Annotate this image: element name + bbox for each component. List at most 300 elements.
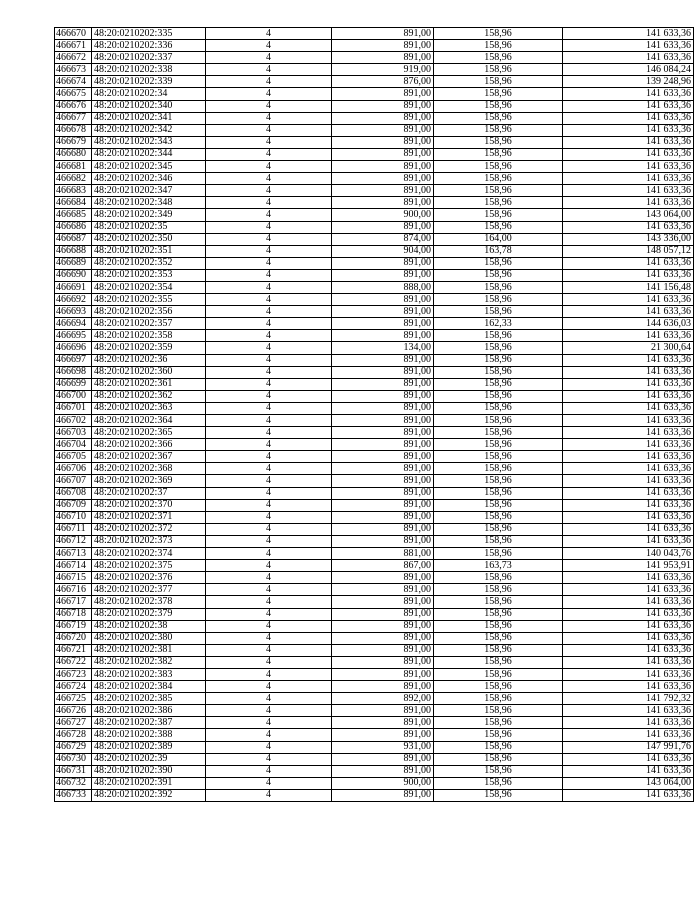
cell-rate: 158,96 (434, 693, 563, 705)
cell-area: 891,00 (332, 511, 434, 523)
cell-value: 141 633,36 (563, 124, 694, 136)
cell-category: 4 (206, 415, 332, 427)
cell-area: 891,00 (332, 439, 434, 451)
cell-row-number: 466672 (55, 52, 92, 64)
cell-area: 891,00 (332, 378, 434, 390)
cell-category: 4 (206, 64, 332, 76)
cell-rate: 163,78 (434, 245, 563, 257)
cell-area: 891,00 (332, 656, 434, 668)
cell-value: 141 633,36 (563, 644, 694, 656)
cell-area: 891,00 (332, 173, 434, 185)
cell-cadastral-number: 48:20:0210202:355 (92, 294, 206, 306)
cell-row-number: 466701 (55, 402, 92, 414)
cell-area: 888,00 (332, 281, 434, 293)
cell-category: 4 (206, 294, 332, 306)
cell-category: 4 (206, 572, 332, 584)
cell-area: 891,00 (332, 294, 434, 306)
cell-category: 4 (206, 342, 332, 354)
table-row (55, 185, 694, 197)
cell-rate: 162,33 (434, 318, 563, 330)
cell-area: 919,00 (332, 64, 434, 76)
cell-value: 143 064,00 (563, 777, 694, 789)
cell-row-number: 466724 (55, 681, 92, 693)
cell-cadastral-number: 48:20:0210202:348 (92, 197, 206, 209)
cell-category: 4 (206, 281, 332, 293)
table-row (55, 753, 694, 765)
cell-cadastral-number: 48:20:0210202:340 (92, 100, 206, 112)
cell-row-number: 466703 (55, 427, 92, 439)
cell-row-number: 466679 (55, 136, 92, 148)
cell-cadastral-number: 48:20:0210202:371 (92, 511, 206, 523)
cell-cadastral-number: 48:20:0210202:364 (92, 415, 206, 427)
cell-area: 891,00 (332, 596, 434, 608)
cell-rate: 158,96 (434, 596, 563, 608)
cell-area: 891,00 (332, 330, 434, 342)
cell-area: 867,00 (332, 560, 434, 572)
table-row (55, 608, 694, 620)
table-row (55, 76, 694, 88)
cell-cadastral-number: 48:20:0210202:35 (92, 221, 206, 233)
cell-cadastral-number: 48:20:0210202:345 (92, 161, 206, 173)
cell-rate: 158,96 (434, 197, 563, 209)
cell-row-number: 466676 (55, 100, 92, 112)
cell-cadastral-number: 48:20:0210202:385 (92, 693, 206, 705)
cell-value: 141 633,36 (563, 366, 694, 378)
cell-rate: 158,96 (434, 608, 563, 620)
cell-rate: 158,96 (434, 402, 563, 414)
cell-value: 141 633,36 (563, 584, 694, 596)
cell-value: 141 633,36 (563, 439, 694, 451)
cell-value: 141 633,36 (563, 173, 694, 185)
cell-rate: 158,96 (434, 173, 563, 185)
cell-value: 143 064,00 (563, 209, 694, 221)
cell-area: 891,00 (332, 572, 434, 584)
table-row (55, 741, 694, 753)
cell-row-number: 466728 (55, 729, 92, 741)
table-row (55, 52, 694, 64)
cell-value: 141 633,36 (563, 487, 694, 499)
cell-row-number: 466694 (55, 318, 92, 330)
cell-value: 141 633,36 (563, 463, 694, 475)
cell-value: 141 633,36 (563, 257, 694, 269)
cell-area: 891,00 (332, 52, 434, 64)
cell-rate: 158,96 (434, 257, 563, 269)
cell-value: 141 633,36 (563, 499, 694, 511)
cell-rate: 158,96 (434, 342, 563, 354)
cell-area: 891,00 (332, 136, 434, 148)
cell-area: 891,00 (332, 185, 434, 197)
cell-rate: 158,96 (434, 644, 563, 656)
cell-value: 141 792,32 (563, 693, 694, 705)
cell-rate: 158,96 (434, 148, 563, 160)
cell-cadastral-number: 48:20:0210202:376 (92, 572, 206, 584)
cell-value: 141 633,36 (563, 197, 694, 209)
table-row (55, 681, 694, 693)
cell-value: 141 633,36 (563, 765, 694, 777)
cell-row-number: 466730 (55, 753, 92, 765)
cell-cadastral-number: 48:20:0210202:352 (92, 257, 206, 269)
cell-value: 141 953,91 (563, 560, 694, 572)
cell-category: 4 (206, 741, 332, 753)
table-row (55, 390, 694, 402)
cell-area: 891,00 (332, 765, 434, 777)
cell-row-number: 466709 (55, 499, 92, 511)
cell-row-number: 466707 (55, 475, 92, 487)
table-row (55, 257, 694, 269)
cell-row-number: 466727 (55, 717, 92, 729)
cell-category: 4 (206, 705, 332, 717)
table-row (55, 475, 694, 487)
cell-cadastral-number: 48:20:0210202:362 (92, 390, 206, 402)
cell-value: 141 633,36 (563, 40, 694, 52)
cell-row-number: 466717 (55, 596, 92, 608)
cell-value: 141 633,36 (563, 753, 694, 765)
cell-rate: 158,96 (434, 124, 563, 136)
cell-category: 4 (206, 620, 332, 632)
cell-value: 141 633,36 (563, 378, 694, 390)
cell-row-number: 466731 (55, 765, 92, 777)
cell-cadastral-number: 48:20:0210202:367 (92, 451, 206, 463)
table-row (55, 173, 694, 185)
cell-cadastral-number: 48:20:0210202:357 (92, 318, 206, 330)
table-row (55, 487, 694, 499)
table-row (55, 161, 694, 173)
cell-value: 141 633,36 (563, 402, 694, 414)
cell-row-number: 466686 (55, 221, 92, 233)
cell-category: 4 (206, 136, 332, 148)
cell-area: 891,00 (332, 306, 434, 318)
cell-category: 4 (206, 511, 332, 523)
cell-row-number: 466716 (55, 584, 92, 596)
table-row (55, 136, 694, 148)
cell-area: 891,00 (332, 451, 434, 463)
cell-value: 141 633,36 (563, 572, 694, 584)
cell-row-number: 466692 (55, 294, 92, 306)
cell-cadastral-number: 48:20:0210202:359 (92, 342, 206, 354)
cell-category: 4 (206, 330, 332, 342)
cell-rate: 158,96 (434, 330, 563, 342)
cell-value: 141 633,36 (563, 729, 694, 741)
cell-category: 4 (206, 173, 332, 185)
cell-area: 891,00 (332, 499, 434, 511)
cell-cadastral-number: 48:20:0210202:379 (92, 608, 206, 620)
cell-rate: 158,96 (434, 475, 563, 487)
cell-cadastral-number: 48:20:0210202:356 (92, 306, 206, 318)
cell-rate: 158,96 (434, 378, 563, 390)
cell-value: 141 633,36 (563, 511, 694, 523)
cell-rate: 158,96 (434, 656, 563, 668)
table-row (55, 415, 694, 427)
cell-category: 4 (206, 644, 332, 656)
table-row (55, 269, 694, 281)
table-row (55, 402, 694, 414)
cell-cadastral-number: 48:20:0210202:349 (92, 209, 206, 221)
cell-cadastral-number: 48:20:0210202:381 (92, 644, 206, 656)
cell-cadastral-number: 48:20:0210202:358 (92, 330, 206, 342)
cell-category: 4 (206, 463, 332, 475)
table-row (55, 148, 694, 160)
cell-cadastral-number: 48:20:0210202:34 (92, 88, 206, 100)
cell-row-number: 466729 (55, 741, 92, 753)
cell-value: 141 633,36 (563, 112, 694, 124)
cell-category: 4 (206, 535, 332, 547)
cell-category: 4 (206, 76, 332, 88)
cell-value: 141 633,36 (563, 354, 694, 366)
cell-row-number: 466700 (55, 390, 92, 402)
cell-rate: 158,96 (434, 415, 563, 427)
cell-category: 4 (206, 257, 332, 269)
cell-cadastral-number: 48:20:0210202:36 (92, 354, 206, 366)
cell-category: 4 (206, 245, 332, 257)
cell-value: 147 991,76 (563, 741, 694, 753)
cell-category: 4 (206, 100, 332, 112)
cell-rate: 158,96 (434, 681, 563, 693)
cell-area: 891,00 (332, 40, 434, 52)
cell-cadastral-number: 48:20:0210202:354 (92, 281, 206, 293)
cell-rate: 158,96 (434, 487, 563, 499)
table-row (55, 777, 694, 789)
cell-cadastral-number: 48:20:0210202:338 (92, 64, 206, 76)
cell-value: 141 633,36 (563, 100, 694, 112)
cell-rate: 158,96 (434, 294, 563, 306)
cell-row-number: 466713 (55, 548, 92, 560)
cell-rate: 158,96 (434, 354, 563, 366)
cell-cadastral-number: 48:20:0210202:392 (92, 789, 206, 801)
cell-area: 891,00 (332, 729, 434, 741)
cell-value: 141 633,36 (563, 668, 694, 680)
cell-row-number: 466710 (55, 511, 92, 523)
cell-area: 891,00 (332, 753, 434, 765)
cell-category: 4 (206, 354, 332, 366)
table-row (55, 281, 694, 293)
cell-value: 146 084,24 (563, 64, 694, 76)
cell-cadastral-number: 48:20:0210202:337 (92, 52, 206, 64)
cell-cadastral-number: 48:20:0210202:373 (92, 535, 206, 547)
cell-cadastral-number: 48:20:0210202:384 (92, 681, 206, 693)
cell-area: 891,00 (332, 632, 434, 644)
cell-cadastral-number: 48:20:0210202:391 (92, 777, 206, 789)
cell-cadastral-number: 48:20:0210202:39 (92, 753, 206, 765)
cell-rate: 158,96 (434, 76, 563, 88)
cell-rate: 158,96 (434, 620, 563, 632)
cell-category: 4 (206, 221, 332, 233)
cell-area: 891,00 (332, 197, 434, 209)
cell-cadastral-number: 48:20:0210202:372 (92, 523, 206, 535)
cell-value: 141 633,36 (563, 596, 694, 608)
cell-area: 891,00 (332, 415, 434, 427)
cell-row-number: 466697 (55, 354, 92, 366)
cell-area: 891,00 (332, 717, 434, 729)
cell-row-number: 466725 (55, 693, 92, 705)
cell-area: 891,00 (332, 390, 434, 402)
table-body (55, 28, 694, 802)
cadastral-table (54, 27, 694, 802)
cell-area: 891,00 (332, 100, 434, 112)
cell-cadastral-number: 48:20:0210202:339 (92, 76, 206, 88)
cell-area: 891,00 (332, 608, 434, 620)
cell-value: 141 633,36 (563, 475, 694, 487)
cell-area: 891,00 (332, 463, 434, 475)
cell-area: 891,00 (332, 161, 434, 173)
cell-category: 4 (206, 366, 332, 378)
cell-value: 148 057,12 (563, 245, 694, 257)
cell-category: 4 (206, 693, 332, 705)
cell-category: 4 (206, 148, 332, 160)
cell-row-number: 466711 (55, 523, 92, 535)
table-row (55, 88, 694, 100)
cell-area: 891,00 (332, 318, 434, 330)
cell-rate: 158,96 (434, 548, 563, 560)
cell-row-number: 466720 (55, 632, 92, 644)
cell-row-number: 466688 (55, 245, 92, 257)
cell-cadastral-number: 48:20:0210202:386 (92, 705, 206, 717)
cell-area: 876,00 (332, 76, 434, 88)
cell-row-number: 466712 (55, 535, 92, 547)
table-row (55, 789, 694, 801)
cell-row-number: 466726 (55, 705, 92, 717)
cell-area: 900,00 (332, 777, 434, 789)
cell-row-number: 466733 (55, 789, 92, 801)
cell-category: 4 (206, 197, 332, 209)
cell-rate: 158,96 (434, 427, 563, 439)
cell-area: 891,00 (332, 535, 434, 547)
cell-value: 140 043,76 (563, 548, 694, 560)
table-row (55, 463, 694, 475)
table-row (55, 596, 694, 608)
cell-value: 141 633,36 (563, 717, 694, 729)
cell-row-number: 466671 (55, 40, 92, 52)
cell-rate: 158,96 (434, 632, 563, 644)
cell-value: 141 633,36 (563, 330, 694, 342)
cell-value: 141 633,36 (563, 789, 694, 801)
cell-category: 4 (206, 789, 332, 801)
cell-rate: 158,96 (434, 221, 563, 233)
cell-rate: 158,96 (434, 717, 563, 729)
cell-rate: 158,96 (434, 741, 563, 753)
cell-row-number: 466680 (55, 148, 92, 160)
cell-value: 141 633,36 (563, 28, 694, 40)
cell-category: 4 (206, 523, 332, 535)
cell-area: 891,00 (332, 88, 434, 100)
cell-area: 891,00 (332, 584, 434, 596)
cell-row-number: 466677 (55, 112, 92, 124)
cell-row-number: 466681 (55, 161, 92, 173)
table-row (55, 499, 694, 511)
table-row (55, 644, 694, 656)
cell-value: 144 636,03 (563, 318, 694, 330)
table-row (55, 632, 694, 644)
table-row (55, 40, 694, 52)
cell-area: 891,00 (332, 487, 434, 499)
cell-area: 891,00 (332, 668, 434, 680)
cell-rate: 158,96 (434, 161, 563, 173)
cell-area: 891,00 (332, 28, 434, 40)
cell-category: 4 (206, 209, 332, 221)
cell-cadastral-number: 48:20:0210202:369 (92, 475, 206, 487)
table-row (55, 439, 694, 451)
table-row (55, 124, 694, 136)
cell-cadastral-number: 48:20:0210202:366 (92, 439, 206, 451)
cell-category: 4 (206, 777, 332, 789)
cell-rate: 158,96 (434, 499, 563, 511)
cell-rate: 158,96 (434, 511, 563, 523)
cell-cadastral-number: 48:20:0210202:37 (92, 487, 206, 499)
cell-row-number: 466708 (55, 487, 92, 499)
cell-row-number: 466715 (55, 572, 92, 584)
cell-row-number: 466684 (55, 197, 92, 209)
cell-row-number: 466691 (55, 281, 92, 293)
cell-row-number: 466675 (55, 88, 92, 100)
cell-row-number: 466721 (55, 644, 92, 656)
cell-area: 874,00 (332, 233, 434, 245)
cell-value: 141 633,36 (563, 52, 694, 64)
cell-category: 4 (206, 681, 332, 693)
cell-row-number: 466687 (55, 233, 92, 245)
cell-category: 4 (206, 632, 332, 644)
cell-category: 4 (206, 269, 332, 281)
cell-cadastral-number: 48:20:0210202:383 (92, 668, 206, 680)
cell-category: 4 (206, 402, 332, 414)
cell-row-number: 466693 (55, 306, 92, 318)
cell-value: 141 633,36 (563, 269, 694, 281)
cell-row-number: 466674 (55, 76, 92, 88)
cell-value: 141 633,36 (563, 608, 694, 620)
table-row (55, 378, 694, 390)
cell-category: 4 (206, 40, 332, 52)
cell-rate: 158,96 (434, 390, 563, 402)
cell-cadastral-number: 48:20:0210202:336 (92, 40, 206, 52)
cell-value: 141 633,36 (563, 88, 694, 100)
table-row (55, 511, 694, 523)
cell-row-number: 466714 (55, 560, 92, 572)
cell-rate: 158,96 (434, 64, 563, 76)
cell-category: 4 (206, 668, 332, 680)
cell-category: 4 (206, 765, 332, 777)
table-row (55, 560, 694, 572)
cell-category: 4 (206, 584, 332, 596)
cell-rate: 158,96 (434, 88, 563, 100)
table-row (55, 233, 694, 245)
cell-area: 891,00 (332, 475, 434, 487)
cell-row-number: 466695 (55, 330, 92, 342)
cell-value: 141 156,48 (563, 281, 694, 293)
cell-rate: 158,96 (434, 451, 563, 463)
cell-area: 891,00 (332, 402, 434, 414)
table-row (55, 572, 694, 584)
cell-row-number: 466719 (55, 620, 92, 632)
cell-rate: 158,96 (434, 112, 563, 124)
table-row (55, 584, 694, 596)
cell-row-number: 466722 (55, 656, 92, 668)
cell-category: 4 (206, 656, 332, 668)
cell-value: 141 633,36 (563, 136, 694, 148)
cell-rate: 158,96 (434, 40, 563, 52)
cell-cadastral-number: 48:20:0210202:342 (92, 124, 206, 136)
cell-rate: 158,96 (434, 269, 563, 281)
cell-value: 141 633,36 (563, 451, 694, 463)
cell-value: 141 633,36 (563, 681, 694, 693)
cell-category: 4 (206, 124, 332, 136)
cell-value: 141 633,36 (563, 148, 694, 160)
cell-area: 891,00 (332, 221, 434, 233)
cell-rate: 158,96 (434, 28, 563, 40)
cell-category: 4 (206, 88, 332, 100)
cell-category: 4 (206, 717, 332, 729)
table-row (55, 342, 694, 354)
cell-area: 891,00 (332, 269, 434, 281)
cell-rate: 158,96 (434, 136, 563, 148)
cell-value: 141 633,36 (563, 185, 694, 197)
